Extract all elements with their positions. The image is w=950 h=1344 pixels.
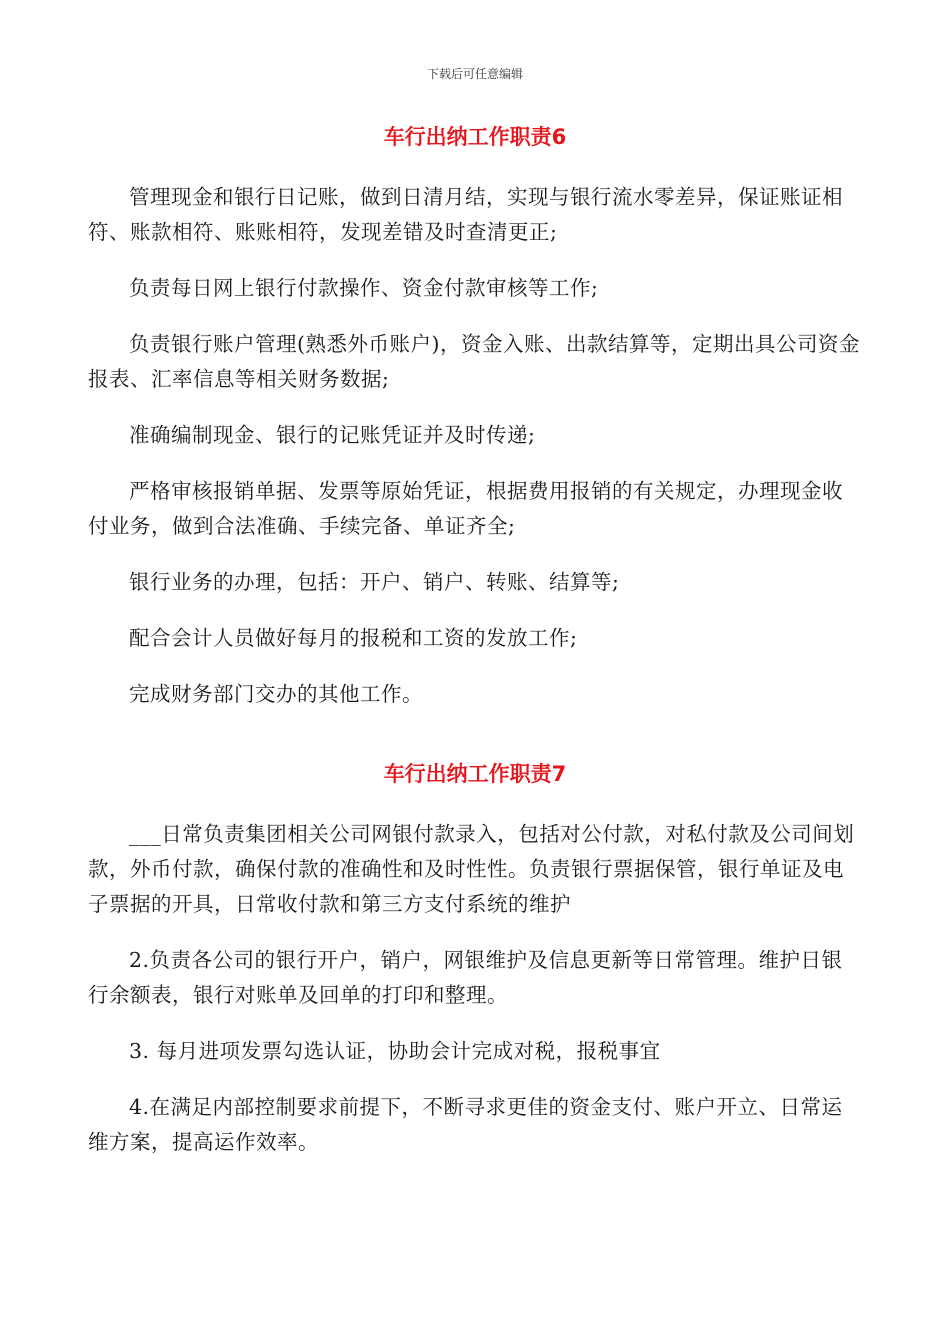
paragraph: ___日常负责集团相关公司网银付款录入，包括对公付款，对私付款及公司间划款，外币付款，确保付款的准确性和及时性性。负责银行票据保管，银行单证及电子票据的开具，日常收付款和第三方支付系统的维护	[88, 822, 855, 916]
section-title: 车行出纳工作职责6	[383, 125, 567, 149]
header-note: 下载后可任意编辑	[426, 67, 523, 81]
section-title: 车行出纳工作职责7	[383, 762, 567, 786]
section-6	[88, 123, 862, 712]
paragraph: 完成财务部门交办的其他工作。	[129, 682, 423, 706]
paragraph: 2.负责各公司的银行开户，销户，网银维护及信息更新等日常管理。维护日银行余额表，银行对账单及回单的打印和整理。	[88, 948, 843, 1007]
section-7	[88, 760, 862, 1160]
paragraph: 管理现金和银行日记账，做到日清月结，实现与银行流水零差异，保证账证相符、账款相符、账账相符，发现差错及时查清更正;	[88, 185, 843, 244]
paragraph: 负责每日网上银行付款操作、资金付款审核等工作;	[129, 276, 599, 300]
paragraph: 4.在满足内部控制要求前提下，不断寻求更佳的资金支付、账户开立、日常运维方案，提高运作效率。	[88, 1095, 843, 1154]
paragraph: 配合会计人员做好每月的报税和工资的发放工作;	[129, 626, 578, 650]
paragraph: 严格审核报销单据、发票等原始凭证，根据费用报销的有关规定，办理现金收付业务，做到合法准确、手续完备、单证齐全;	[88, 479, 843, 538]
paragraph: 3. 每月进项发票勾选认证，协助会计完成对税，报税事宜	[129, 1039, 661, 1063]
paragraph: 准确编制现金、银行的记账凭证并及时传递;	[129, 423, 536, 447]
paragraph: 负责银行账户管理(熟悉外币账户)，资金入账、出款结算等，定期出具公司资金报表、汇率信息等相关财务数据;	[88, 332, 860, 391]
paragraph: 银行业务的办理，包括：开户、销户、转账、结算等;	[129, 570, 620, 594]
